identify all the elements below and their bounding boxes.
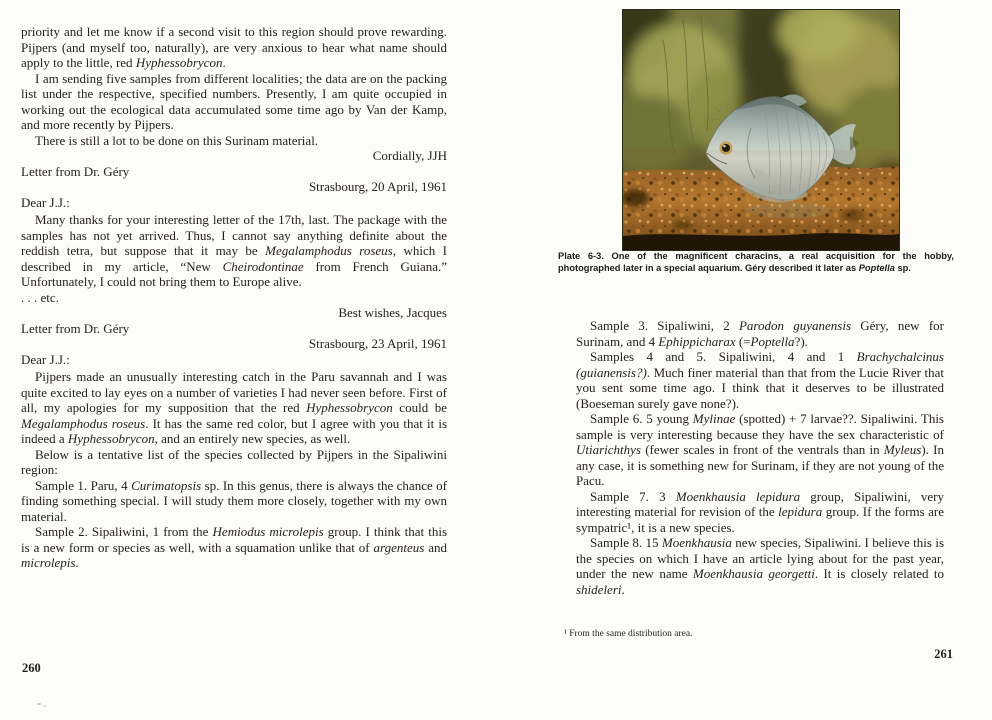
body-paragraph: Many thanks for your interesting letter of the 17th, last. The package with the samples has not yet arrived. Thus, I cannot say anything definite about the reddish tetra, but suppose that it may be Megalamphodus roseus, which I described in my article, “New Cheirodontinae from French Guiana.” Unfortunately, I could not bring them to Europe alive. [21, 212, 448, 289]
body-paragraph: Sample 3. Sipaliwini, 2 Parodon guyanensis Géry, new for Surinam, and 4 Ephippicharax (=Poptella?). [576, 318, 944, 349]
right-page [558, 10, 954, 716]
body-paragraph: Sample 6. 5 young Mylinae (spotted) + 7 larvae??. Sipaliwini. This sample is very interesting because they have the sex characteristic of Utiarichthys (fewer scales in front of the ventrals than in Myleus). In any case, it is something new for Surinam, if they are not young of the Pacu. [576, 411, 944, 488]
left-page-text [21, 24, 447, 571]
body-paragraph: Sample 7. 3 Moenkhausia lepidura group, Sipaliwini, very interesting material for revision of the lepidura group. If the forms are sympatric¹, it is a new species. [576, 488, 944, 535]
body-paragraph: Samples 4 and 5. Sipaliwini, 4 and 1 Brachychalcinus (guianensis?). Much finer material than that from the Lucie River that you sent some time ago. I think that it deserves to be illustrated (Boeseman surely gave none?). [576, 349, 944, 411]
body-paragraph: priority and let me know if a second visit to this region should prove rewarding. Pijpers (and myself too, naturally), are very anxious to hear what name should apply to the little, red Hyphessobrycon. [21, 24, 447, 70]
body-paragraph: Below is a tentative list of the species collected by Pijpers in the Sipaliwini region: [21, 446, 447, 477]
body-paragraph: Sample 1. Paru, 4 Curimatopsis sp. In this genus, there is always the chance of finding something special. I will study them more closely, together with my own material. [21, 477, 448, 524]
body-paragraph: Pijpers made an unusually interesting catch in the Paru savannah and I was quite excited to lay eyes on a number of varieties I had never seen before. First of all, my apologies for my supposition that the red Hyphessobrycon could be Megalamphodus roseus. It has the same red color, but I agree with you that it is indeed a Hyphessobrycon, and an entirely new species, as well. [21, 369, 447, 446]
letter-signoff: Best wishes, Jacques [338, 305, 447, 320]
body-paragraph: There is still a lot to be done on this Surinam material. [35, 132, 319, 148]
etc-line: . . . etc. [21, 289, 59, 305]
body-paragraph: Sample 8. 15 Moenkhausia new species, Sipaliwini. I believe this is the species on which I have an article lying about for the past year, under the new name Moenkhausia georgetti. It is closely related to shideleri. [576, 535, 944, 597]
scan-speck [44, 705, 46, 707]
letter-heading: Letter from Dr. Géry [21, 320, 130, 336]
letter-salutation: Dear J.J.: [21, 351, 70, 367]
footnote: ¹ From the same distribution area. [564, 629, 693, 639]
aquarium-photo-illustration [623, 10, 899, 250]
page-number-right: 261 [934, 647, 953, 661]
letter-signoff: Cordially, JJH [372, 148, 447, 163]
letter-heading: Letter from Dr. Géry [21, 163, 130, 179]
plate-photo [623, 10, 899, 250]
letter-date: Strasbourg, 23 April, 1961 [308, 336, 447, 351]
right-page-text [576, 318, 944, 597]
body-paragraph: I am sending five samples from different localities; the data are on the packing list under the respective, specified numbers. Presently, I am quite occupied in working out the ecological data accumulated some time ago by Van der Kamp, and more recently by Pijpers. [21, 70, 447, 132]
body-paragraph: Sample 2. Sipaliwini, 1 from the Hemiodus microlepis group. I think that this is a new form or species as well, with a squamation unlike that of argenteus and microlepis. [21, 524, 448, 570]
letter-salutation: Dear J.J.: [21, 194, 70, 210]
scan-speck [37, 703, 41, 705]
page-number-left: 260 [22, 661, 41, 675]
left-page [21, 24, 447, 714]
plate-caption: Plate 6-3. One of the magnificent characins, a real acquisition for the hobby, photographed later in a special aquarium. Géry described it later as Poptella sp. [558, 251, 954, 273]
letter-date: Strasbourg, 20 April, 1961 [308, 179, 447, 194]
